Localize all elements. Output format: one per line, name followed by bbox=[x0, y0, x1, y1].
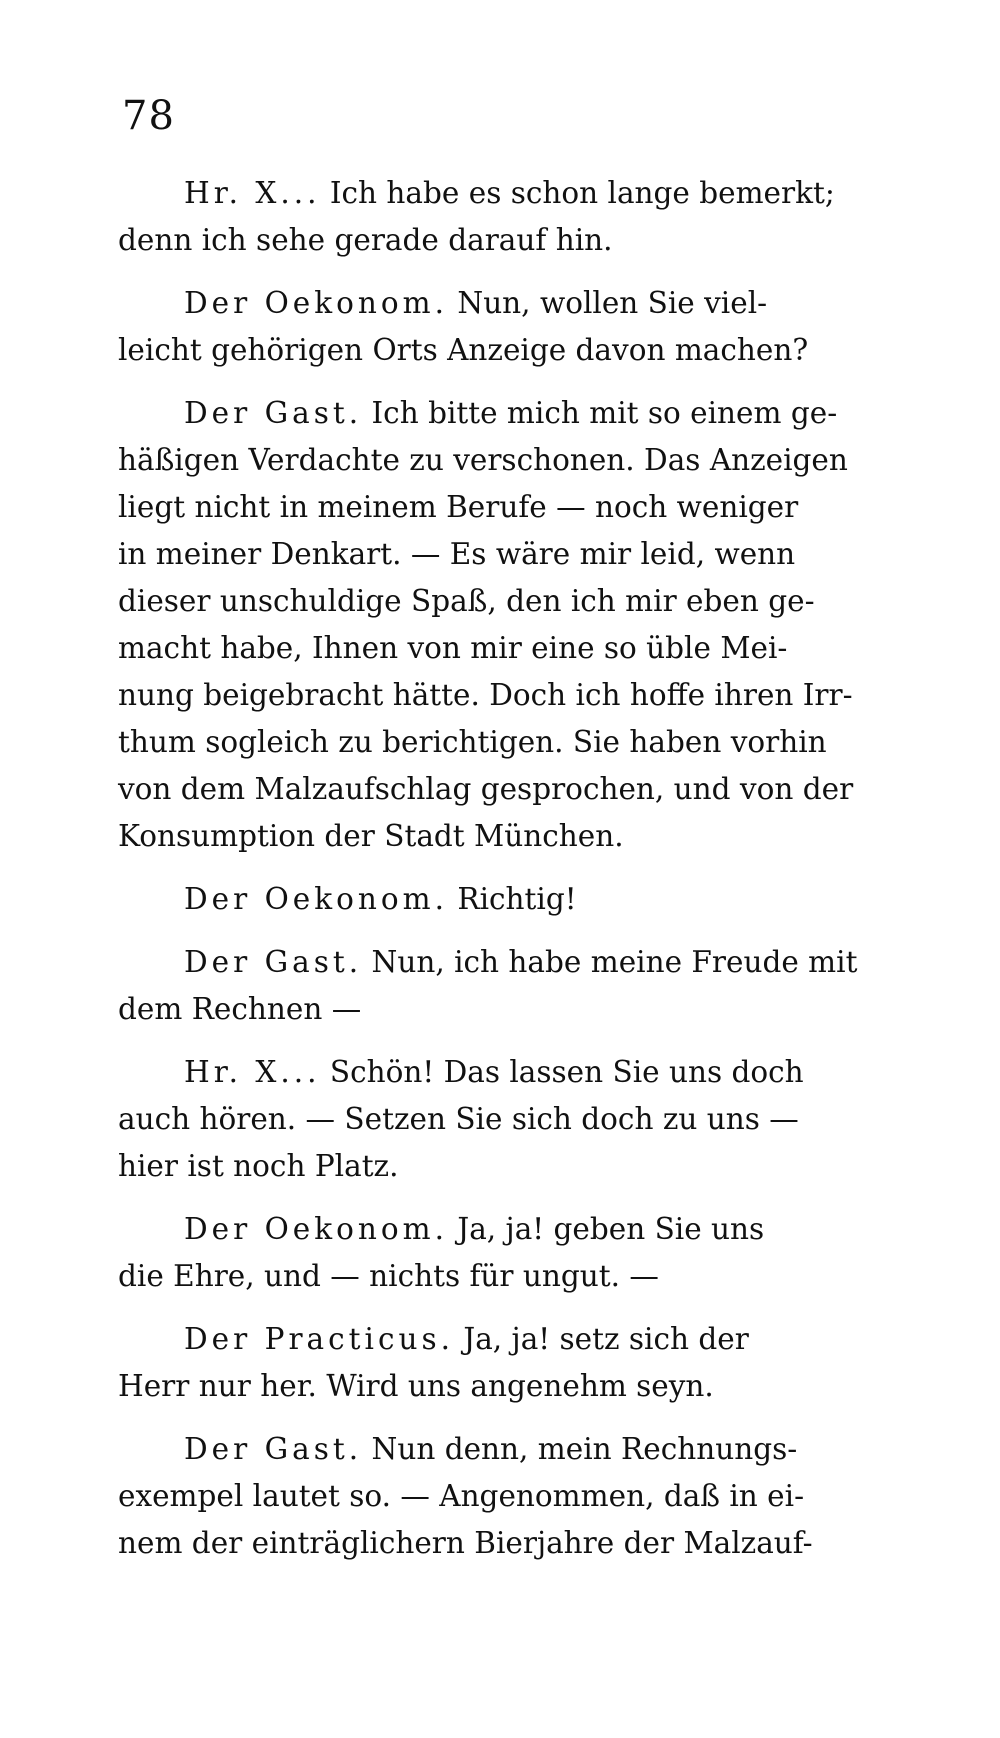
line-text: leicht gehörigen Orts Anzeige davon machen? bbox=[118, 333, 809, 367]
line-text: liegt nicht in meinem Berufe — noch weniger bbox=[118, 490, 799, 524]
line-text: in meiner Denkart. — Es wäre mir leid, wenn bbox=[118, 537, 796, 571]
dialogue-line bbox=[118, 625, 908, 672]
speaker-name: Der Oekonom. bbox=[184, 1212, 448, 1246]
line-text: Konsumption der Stadt München. bbox=[118, 819, 624, 853]
speaker-name: Der Oekonom. bbox=[184, 882, 448, 916]
line-text: Ich habe es schon lange bemerkt; bbox=[329, 176, 835, 210]
dialogue-line bbox=[118, 1520, 908, 1567]
speaker-name: Der Oekonom. bbox=[184, 286, 448, 320]
dialogue-first-line bbox=[118, 170, 908, 217]
line-text: Schön! Das lassen Sie uns doch bbox=[329, 1055, 804, 1089]
dialogue-paragraph bbox=[118, 390, 908, 860]
dialogue-first-line bbox=[118, 390, 908, 437]
speaker-name: Der Gast. bbox=[184, 396, 363, 430]
line-text: hier ist noch Platz. bbox=[118, 1149, 399, 1183]
line-text: Ja, ja! setz sich der bbox=[463, 1322, 749, 1356]
dialogue-first-line bbox=[118, 280, 908, 327]
dialogue-line bbox=[118, 1253, 908, 1300]
speaker-name: Hr. X... bbox=[184, 176, 321, 210]
line-text: Ja, ja! geben Sie uns bbox=[457, 1212, 765, 1246]
line-text: Nun denn, mein Rechnungs- bbox=[371, 1432, 798, 1466]
dialogue-line bbox=[118, 766, 908, 813]
dialogue-line bbox=[118, 217, 908, 264]
dialogue-line bbox=[118, 672, 908, 719]
dialogue-line bbox=[118, 578, 908, 625]
dialogue-paragraph bbox=[118, 876, 908, 923]
line-text: von dem Malzaufschlag gesprochen, und von der bbox=[118, 772, 854, 806]
speaker-name: Der Practicus. bbox=[184, 1322, 454, 1356]
dialogue-paragraph bbox=[118, 1426, 908, 1567]
line-text: exempel lautet so. — Angenommen, daß in ei- bbox=[118, 1479, 805, 1513]
line-text: Nun, wollen Sie viel- bbox=[457, 286, 768, 320]
dialogue-paragraph bbox=[118, 170, 908, 264]
dialogue-line bbox=[118, 719, 908, 766]
dialogue-line bbox=[118, 437, 908, 484]
line-text: nung beigebracht hätte. Doch ich hoffe ihren Irr- bbox=[118, 678, 853, 712]
dialogue-line bbox=[118, 484, 908, 531]
line-text: Nun, ich habe meine Freude mit bbox=[371, 945, 858, 979]
line-text: häßigen Verdachte zu verschonen. Das Anzeigen bbox=[118, 443, 848, 477]
dialogue-line bbox=[118, 531, 908, 578]
speaker-name: Der Gast. bbox=[184, 945, 363, 979]
line-text: Ich bitte mich mit so einem ge- bbox=[371, 396, 838, 430]
line-text: auch hören. — Setzen Sie sich doch zu uns — bbox=[118, 1102, 799, 1136]
dialogue-paragraph bbox=[118, 1206, 908, 1300]
dialogue-first-line bbox=[118, 1426, 908, 1473]
line-text: nem der einträglichern Bierjahre der Malzauf- bbox=[118, 1526, 813, 1560]
dialogue-line bbox=[118, 1143, 908, 1190]
dialogue-line bbox=[118, 813, 908, 860]
dialogue-paragraph bbox=[118, 1316, 908, 1410]
dialogue-first-line bbox=[118, 1049, 908, 1096]
dialogue-paragraph bbox=[118, 280, 908, 374]
dialogue-first-line bbox=[118, 1316, 908, 1363]
line-text: denn ich sehe gerade darauf hin. bbox=[118, 223, 613, 257]
body-text bbox=[118, 170, 908, 1567]
line-text: macht habe, Ihnen von mir eine so üble Mei- bbox=[118, 631, 788, 665]
speaker-name: Der Gast. bbox=[184, 1432, 363, 1466]
dialogue-paragraph bbox=[118, 1049, 908, 1190]
dialogue-line bbox=[118, 1473, 908, 1520]
line-text: die Ehre, und — nichts für ungut. — bbox=[118, 1259, 659, 1293]
line-text: dieser unschuldige Spaß, den ich mir eben ge- bbox=[118, 584, 815, 618]
speaker-name: Hr. X... bbox=[184, 1055, 321, 1089]
line-text: dem Rechnen — bbox=[118, 992, 362, 1026]
dialogue-first-line bbox=[118, 1206, 908, 1253]
dialogue-first-line bbox=[118, 939, 908, 986]
dialogue-line bbox=[118, 1096, 908, 1143]
dialogue-paragraph bbox=[118, 939, 908, 1033]
line-text: Richtig! bbox=[457, 882, 577, 916]
dialogue-first-line bbox=[118, 876, 908, 923]
line-text: thum sogleich zu berichtigen. Sie haben vorhin bbox=[118, 725, 827, 759]
page-number: 78 bbox=[122, 93, 175, 139]
dialogue-line bbox=[118, 1363, 908, 1410]
dialogue-line bbox=[118, 986, 908, 1033]
dialogue-line bbox=[118, 327, 908, 374]
line-text: Herr nur her. Wird uns angenehm seyn. bbox=[118, 1369, 714, 1403]
